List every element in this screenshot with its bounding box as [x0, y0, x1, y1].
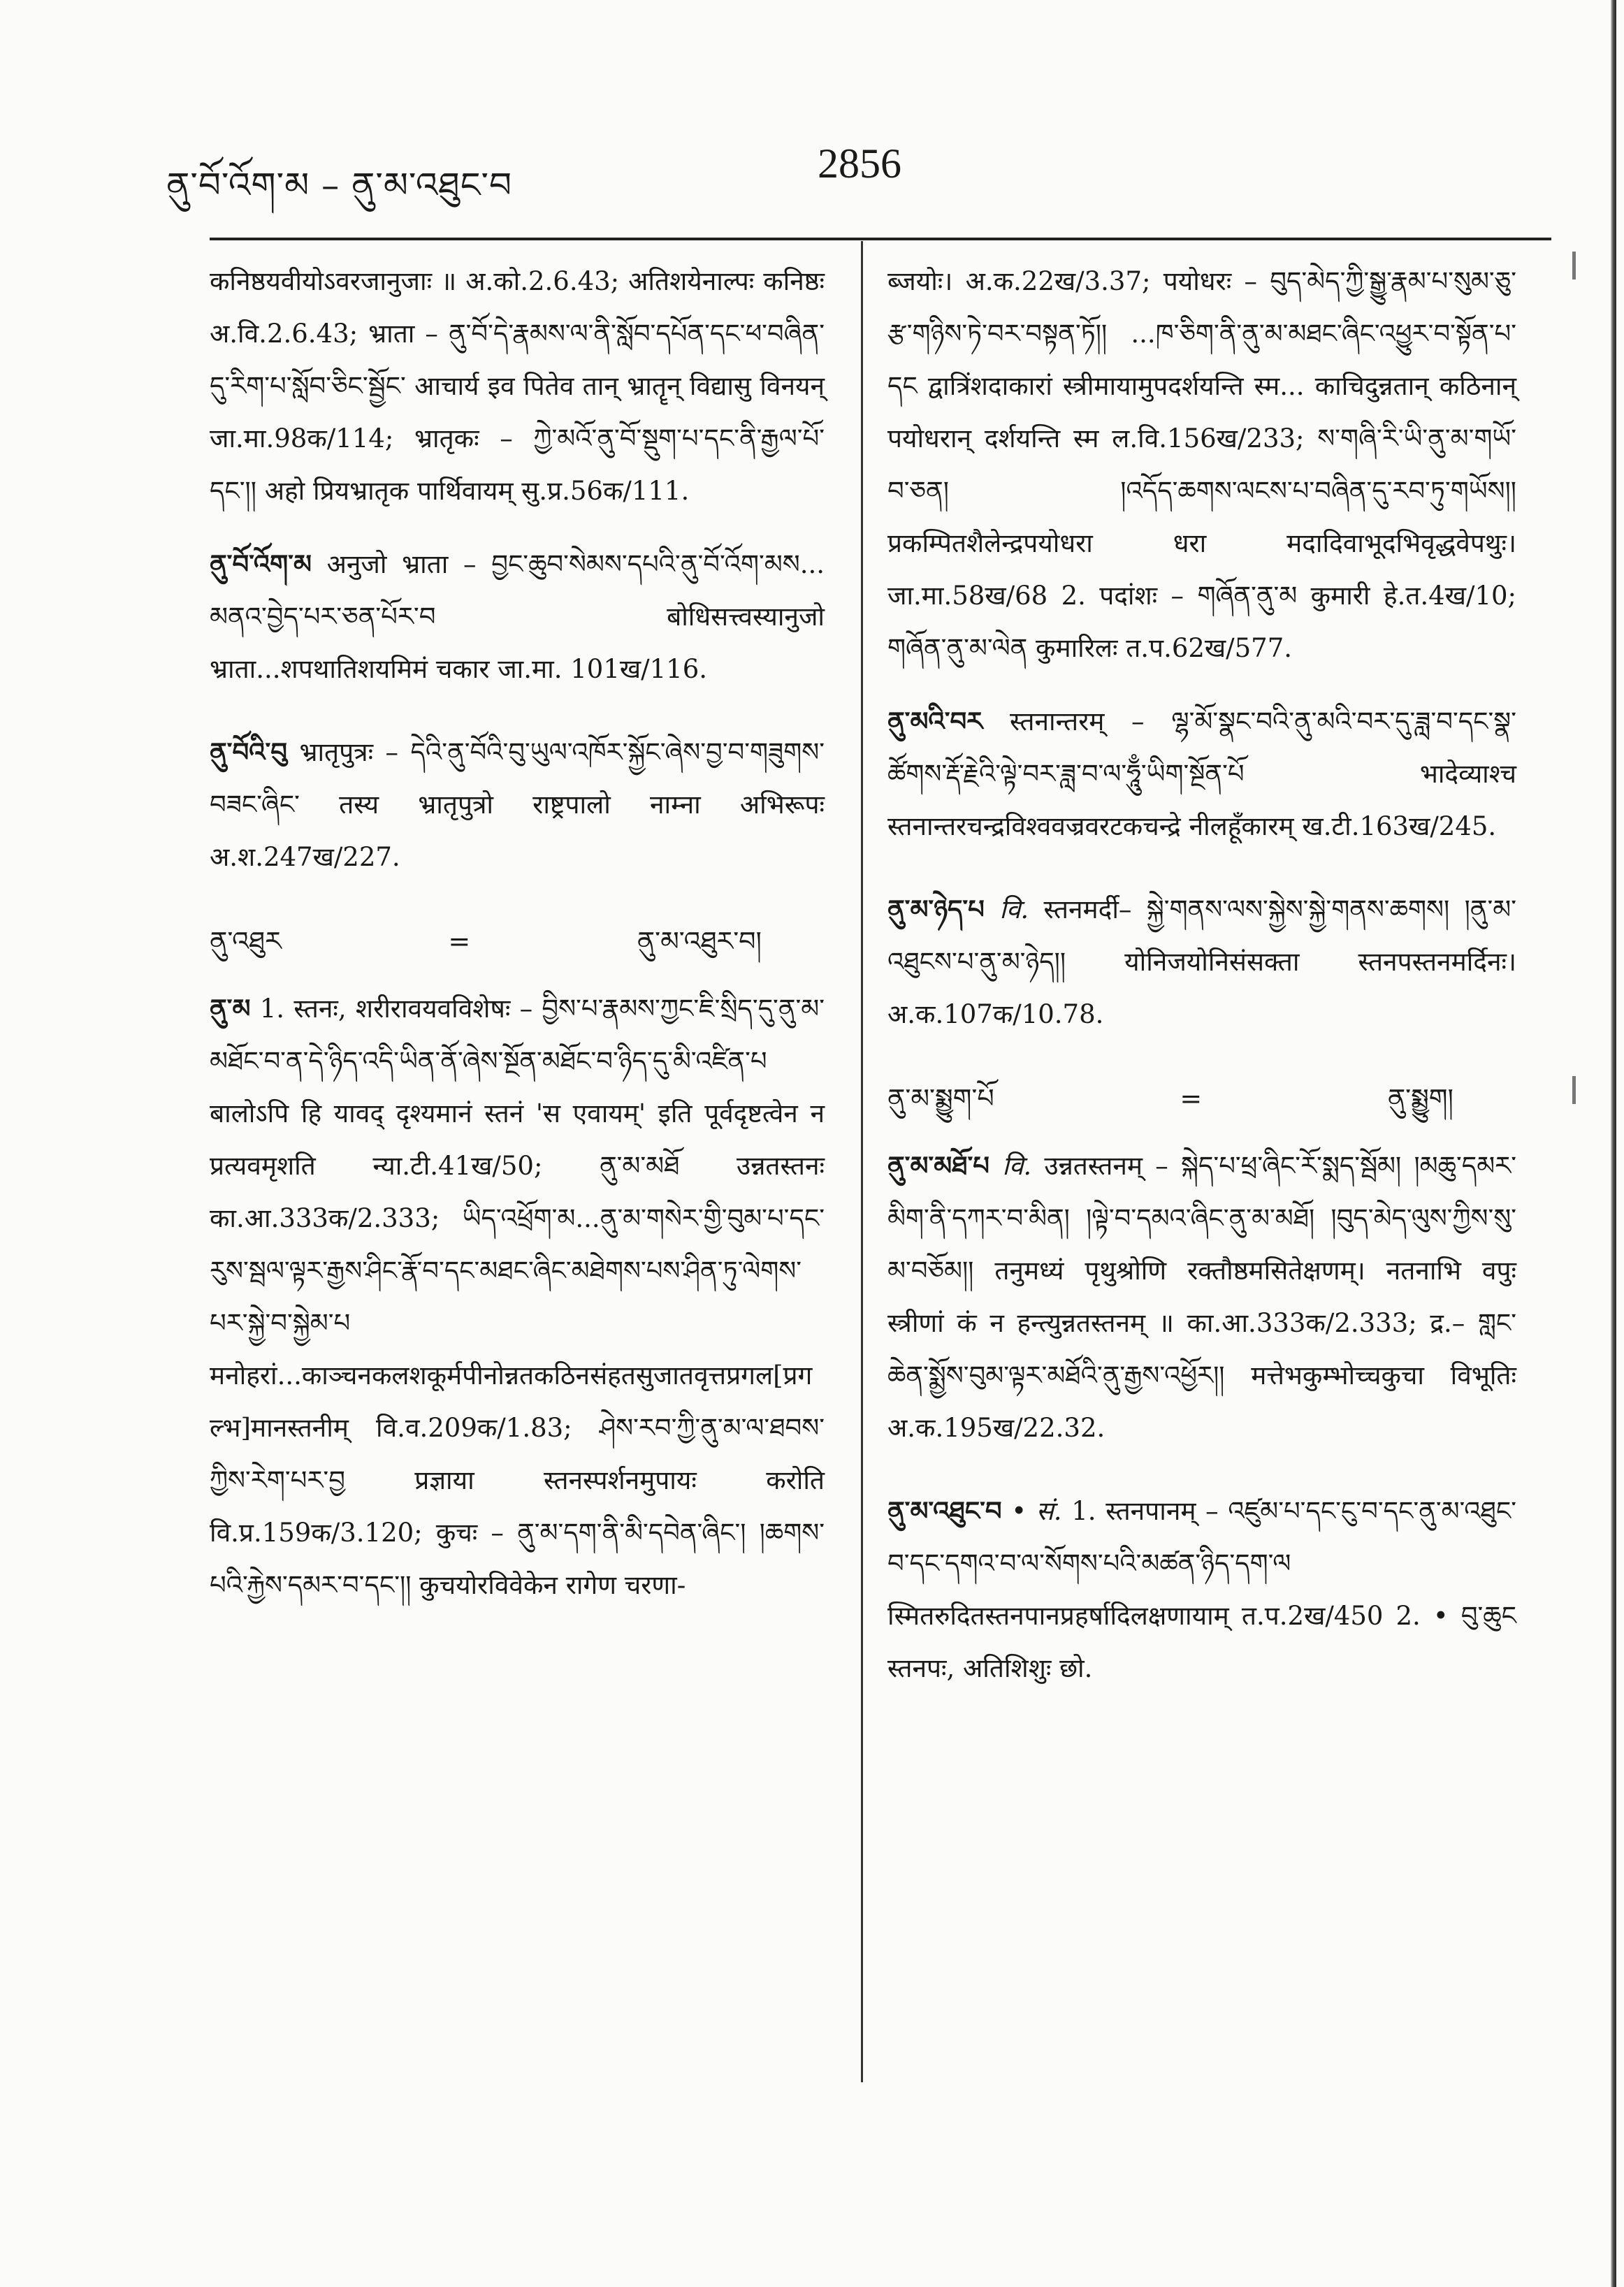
- dictionary-entry: [210, 982, 825, 1611]
- dictionary-entry: [887, 1485, 1516, 1694]
- cross-reference: [210, 914, 825, 968]
- left-column: [210, 255, 825, 1642]
- headword: ནུ་མ: [210, 993, 251, 1024]
- scan-speck: [1572, 252, 1576, 279]
- continuation-text: कनिष्ठयवीयोऽवरजानुजाः ॥ अ.को.2.6.43; अतिशयेनाल्पः कनिष्ठः अ.वि.2.6.43; भ्राता – ནུ་བོ་དེ་རྣམས་ལ་ནི་སློབ་དཔོན་དང་ཕ་བཞིན་དུ་རིག་པ་སློབ་ཅིང་སྦྱོང་ आचार्य इव पितेव तान् भ्रातॄन् विद्यासु विनयन् जा.मा.98क/114; भ्रातृकः – ཀྱེ་མའོ་ནུ་བོ་སྡུག་པ་དང་ནི་རྒྱལ་པོ་དང་།། अहो प्रियभ्रातृक पार्थिवायम् सु.प्र.56क/111.: [210, 266, 825, 506]
- headword: ནུ་མ་མཐོ་པ: [887, 1150, 990, 1181]
- entry-body: अनुजो भ्राता – བྱང་ཆུབ་སེམས་དཔའི་ནུ་བོ་འོག་མས... མནའ་བྱེད་པར་ཅན་པོར་བ बोधिसत्त्वस्यानुजो भ्राता...शपथातिशयमिमं चकार जा.मा. 101ख/116.: [210, 549, 825, 684]
- continuation-text: ब्जयोः। अ.क.22ख/3.37; पयोधरः – བུད་མེད་ཀྱི་སྒྱུ་རྣམ་པ་སུམ་ཅུ་རྩ་གཉིས་ཏེ་བར་བསྟན་ཏོ།། ...ཁ་ཅིག་ནི་ནུ་མ་མཐང་ཞིང་འཕྱུར་བ་སྟོན་པ་དང द्वात्रिंशदाकारां स्त्रीमायामुपदर्शयन्ति स्म... काचिदुन्नतान् कठिनान् पयोधरान् दर्शयन्ति स्म ल.वि.156ख/233; ས་གཞི་རི་ཡི་ནུ་མ་གཡོ་བ་ཅན། །འདོད་ཆགས་ལངས་པ་བཞིན་དུ་རབ་ཏུ་གཡོས།། प्रकम्पितशैलेन्द्रपयोधरा धरा मदादिवाभूदभिवृद्धवेपथुः। जा.मा.58ख/68 2. पदांशः – གཞོན་ནུ་མ कुमारी हे.त.4ख/10; གཞོན་ནུ་མ་ལེན कुमारिलः त.प.62ख/577.: [887, 266, 1516, 663]
- xref-target: ནུ་སྨྱུག།: [1387, 1083, 1453, 1114]
- grammar-abbr: • सं.: [1011, 1496, 1062, 1526]
- running-head: ནུ་བོ་འོག་མ – ནུ་མ་འཐུང་བ: [166, 165, 513, 205]
- scan-speck: [1572, 1076, 1576, 1104]
- entry-body: भ्रातृपुत्रः – དེའི་ནུ་བོའི་བུ་ཡུལ་འཁོར་སྐྱོང་ཞེས་བྱ་བ་གཟུགས་བཟང་ཞིང་ तस्य भ्रातृपुत्रो राष्ट्रपालो नाम्ना अभिरूपः अ.श.247ख/227.: [210, 737, 825, 872]
- headword: ནུ་མ་འཐུང་བ: [887, 1495, 1002, 1526]
- equals-sign: =: [1180, 1083, 1203, 1114]
- column-divider: [861, 241, 863, 2082]
- dictionary-entry: [887, 1140, 1516, 1454]
- entry-body: 1. स्तनः, शरीरावयवविशेषः – བྱིས་པ་རྣམས་ཀྱང་ཇི་སྲིད་དུ་ནུ་མ་མཐོང་བ་ན་དེ་ཉིད་འདི་ཡིན་ནོ་ཞེས་སྔོན་མཐོང་བ་ཉིད་དུ་མི་འཛིན་པ बालोऽपि हि यावद् दृश्यमानं स्तनं 'स एवायम्' इति पूर्वदृष्टत्वेन न प्रत्यवमृशति न्या.टी.41ख/50; ནུ་མ་མཐོ उन्नतस्तनः का.आ.333क/2.333; ཡིད་འཕྲོག་མ...ནུ་མ་གསེར་གྱི་བུམ་པ་དང་རུས་སྦལ་ལྟར་རྒྱས་ཤིང་རྣོ་བ་དང་མཐང་ཞིང་མཐེགས་པས་ཤིན་ཏུ་ལེགས་པར་སྐྱེ་བ་སྐྱེམ་པ मनोहरां...काञ्चनकलशकूर्मपीनोन्नतकठिनसंहतसुजातवृत्तप्रगल[प्रगल्भ]मानस्तनीम् वि.व.209क/1.83; ཤེས་རབ་ཀྱི་ནུ་མ་ལ་ཐབས་ཀྱིས་རེག་པར་བྱ प्रज्ञाया स्तनस्पर्शनमुपायः करोति वि.प्र.159क/3.120; कुचः – ནུ་མ་དག་ནི་མི་དབེན་ཞིང་། །ཆགས་པའི་རྐྱེས་དམར་བ་དང་།། कुचयोरविवेकेन रागेण चरणा-: [210, 994, 825, 1600]
- grammar-abbr: वि.: [999, 894, 1029, 924]
- cross-reference: [887, 1071, 1516, 1126]
- headword: ནུ་མའི་བར: [887, 706, 983, 736]
- dictionary-entry: [210, 726, 825, 883]
- equals-sign: =: [448, 926, 471, 957]
- grammar-abbr: वि.: [1002, 1151, 1032, 1181]
- xref-headword: ནུ་མ་སྨྱུག་པོ: [887, 1083, 994, 1114]
- entry-body: स्तनान्तरम् – ལྷ་མོ་སྣང་བའི་ནུ་མའི་བར་དུ་ཟླ་བ་དང་སྣ་ཚོགས་རྡོ་རྗེའི་ལྟེ་བར་ཟླ་བ་ལ་ཧཱུྃ་ཡིག་སྔོན་པོ भादेव्याश्च स्तनान्तरचन्द्रविश्ववज्रवरटकचन्द्रे नीलहूँकारम् ख.टी.163ख/245.: [887, 706, 1516, 841]
- xref-target: ནུ་མ་འཐུར་བ།: [637, 926, 762, 957]
- header-rule: [210, 238, 1551, 240]
- dictionary-entry: [210, 538, 825, 695]
- headword: ནུ་བོའི་བུ: [210, 736, 287, 767]
- dictionary-entry: [887, 695, 1516, 852]
- headword: ནུ་མ་ཉེད་པ: [887, 894, 985, 924]
- page-number: 2856: [818, 140, 901, 187]
- headword: ནུ་བོ་འོག་མ: [210, 549, 312, 579]
- dictionary-entry: [887, 883, 1516, 1040]
- entry-body: उन्नतस्तनम् – སྐེད་པ་ཕྲ་ཞིང་རོ་སྨད་སྦོམ། །མཆུ་དམར་མིག་ནི་དཀར་བ་མིན། །ལྟེ་བ་དམའ་ཞིང་ནུ་མ་མཐོ། །བུད་མེད་ལུས་ཀྱིས་སུ་མ་བཅོམ།། तनुमध्यं पृथुश्रोणि रक्तौष्ठमसितेक्षणम्। नतनाभि वपुः स्त्रीणां कं न हन्त्युन्नतस्तनम् ॥ का.आ.333क/2.333; द्र.– གླང་ཆེན་སྨྱོས་བུམ་ལྟར་མཐོའི་ནུ་རྒྱས་འཕྱོར།། मत्तेभकुम्भोच्चकुचा विभूतिः अ.क.195ख/22.32.: [887, 1151, 1516, 1443]
- page-header: [0, 0, 1624, 210]
- page-edge-shadow: [1611, 0, 1616, 2287]
- xref-headword: ནུ་འཐུར: [210, 926, 282, 957]
- right-column: [887, 255, 1516, 1725]
- entry-body: स्तनमर्दी– སྐྱེ་གནས་ལས་སྐྱེས་སྐྱེ་གནས་ཆགས། །ནུ་མ་འཐུངས་པ་ནུ་མ་ཉེད།། योनिजयोनिसंसक्ता स्तनपस्तनमर्दिनः। अ.क.107क/10.78.: [887, 894, 1517, 1029]
- entry-body: 1. स्तनपानम् – འཛུམ་པ་དང་ངུ་བ་དང་ནུ་མ་འཐུང་བ་དང་དགའ་བ་ལ་སོགས་པའི་མཚན་ཉིད་དག་ལ स्मितरुदितस्तनपानप्रहर्षादिलक्षणायाम् त.प.2ख/450 2. • བུ་ཆུང स्तनपः, अतिशिशुः छो.: [887, 1496, 1516, 1683]
